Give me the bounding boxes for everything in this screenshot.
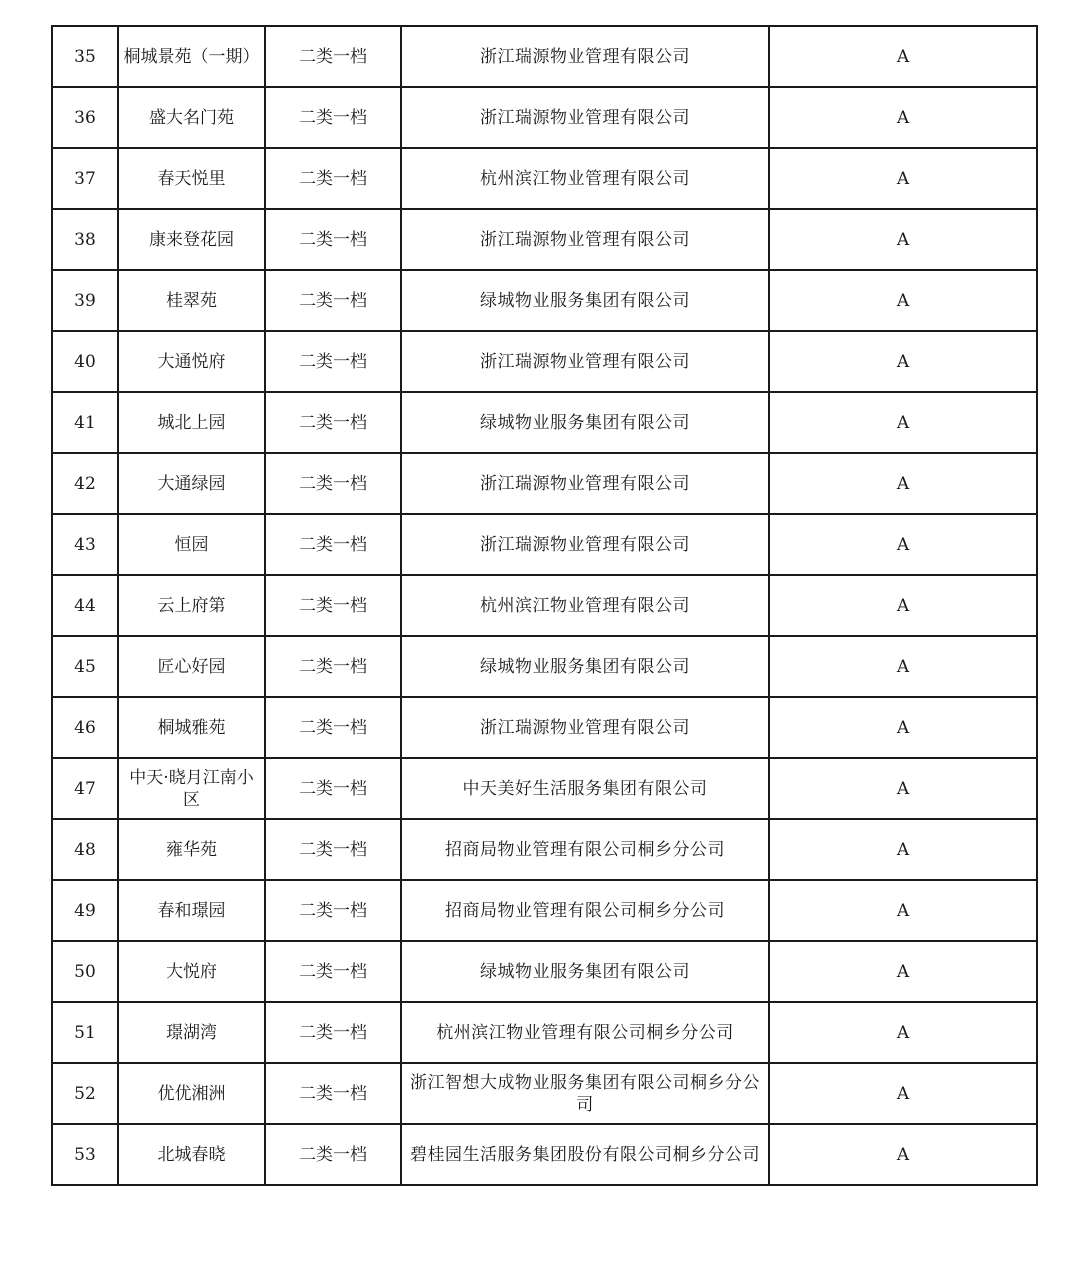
community-name-cell: 盛大名门苑 [118,87,265,148]
table-row [52,209,1037,270]
category-cell: 二类一档 [265,941,401,1002]
property-company-cell: 绿城物业服务集团有限公司 [401,941,769,1002]
category-cell: 二类一档 [265,453,401,514]
community-name-cell: 匠心好园 [118,636,265,697]
row-number-cell: 37 [52,148,118,209]
category-cell: 二类一档 [265,209,401,270]
grade-cell: A [769,209,1037,270]
property-company-cell: 浙江瑞源物业管理有限公司 [401,453,769,514]
table-row [52,148,1037,209]
community-name-cell: 城北上园 [118,392,265,453]
category-cell: 二类一档 [265,514,401,575]
table-row [52,1002,1037,1063]
row-number-cell: 48 [52,819,118,880]
property-company-cell: 绿城物业服务集团有限公司 [401,636,769,697]
grade-cell: A [769,453,1037,514]
row-number-cell: 52 [52,1063,118,1124]
community-name-cell: 优优湘洲 [118,1063,265,1124]
grade-cell: A [769,941,1037,1002]
community-name-cell: 春天悦里 [118,148,265,209]
table-row [52,819,1037,880]
table-row [52,636,1037,697]
grade-cell: A [769,1002,1037,1063]
row-number-cell: 42 [52,453,118,514]
row-number-cell: 36 [52,87,118,148]
property-company-cell: 浙江智想大成物业服务集团有限公司桐乡分公司 [401,1063,769,1124]
property-company-cell: 绿城物业服务集团有限公司 [401,270,769,331]
community-name-cell: 北城春晓 [118,1124,265,1185]
property-company-cell: 杭州滨江物业管理有限公司 [401,148,769,209]
property-company-cell: 绿城物业服务集团有限公司 [401,392,769,453]
grade-cell: A [769,1124,1037,1185]
category-cell: 二类一档 [265,880,401,941]
row-number-cell: 49 [52,880,118,941]
category-cell: 二类一档 [265,819,401,880]
community-name-cell: 雍华苑 [118,819,265,880]
table-row [52,87,1037,148]
category-cell: 二类一档 [265,575,401,636]
property-company-cell: 杭州滨江物业管理有限公司 [401,575,769,636]
property-company-cell: 浙江瑞源物业管理有限公司 [401,87,769,148]
category-cell: 二类一档 [265,392,401,453]
row-number-cell: 43 [52,514,118,575]
community-name-cell: 云上府第 [118,575,265,636]
table-row [52,575,1037,636]
community-name-cell: 春和璟园 [118,880,265,941]
property-company-cell: 招商局物业管理有限公司桐乡分公司 [401,880,769,941]
community-name-cell: 康来登花园 [118,209,265,270]
grade-cell: A [769,697,1037,758]
table-row [52,1063,1037,1124]
grade-cell: A [769,26,1037,87]
table-row [52,941,1037,1002]
row-number-cell: 44 [52,575,118,636]
row-number-cell: 53 [52,1124,118,1185]
table-row [52,270,1037,331]
grade-cell: A [769,514,1037,575]
property-company-cell: 浙江瑞源物业管理有限公司 [401,209,769,270]
row-number-cell: 38 [52,209,118,270]
row-number-cell: 47 [52,758,118,819]
category-cell: 二类一档 [265,87,401,148]
row-number-cell: 45 [52,636,118,697]
table-row [52,331,1037,392]
category-cell: 二类一档 [265,148,401,209]
property-rating-table [51,25,1038,1186]
table-row [52,1124,1037,1185]
community-name-cell: 大悦府 [118,941,265,1002]
row-number-cell: 39 [52,270,118,331]
property-company-cell: 浙江瑞源物业管理有限公司 [401,514,769,575]
community-name-cell: 大通绿园 [118,453,265,514]
category-cell: 二类一档 [265,331,401,392]
table-row [52,697,1037,758]
grade-cell: A [769,636,1037,697]
grade-cell: A [769,819,1037,880]
table-row [52,26,1037,87]
community-name-cell: 桐城雅苑 [118,697,265,758]
community-name-cell: 恒园 [118,514,265,575]
property-company-cell: 碧桂园生活服务集团股份有限公司桐乡分公司 [401,1124,769,1185]
grade-cell: A [769,331,1037,392]
grade-cell: A [769,87,1037,148]
grade-cell: A [769,392,1037,453]
row-number-cell: 40 [52,331,118,392]
grade-cell: A [769,575,1037,636]
category-cell: 二类一档 [265,270,401,331]
property-company-cell: 浙江瑞源物业管理有限公司 [401,26,769,87]
category-cell: 二类一档 [265,758,401,819]
table-row [52,514,1037,575]
community-name-cell: 大通悦府 [118,331,265,392]
table-row [52,880,1037,941]
community-name-cell: 中天·晓月江南小区 [118,758,265,819]
row-number-cell: 35 [52,26,118,87]
grade-cell: A [769,758,1037,819]
grade-cell: A [769,148,1037,209]
category-cell: 二类一档 [265,697,401,758]
row-number-cell: 51 [52,1002,118,1063]
grade-cell: A [769,270,1037,331]
community-name-cell: 桐城景苑（一期） [118,26,265,87]
category-cell: 二类一档 [265,1002,401,1063]
grade-cell: A [769,1063,1037,1124]
table-row [52,453,1037,514]
row-number-cell: 46 [52,697,118,758]
row-number-cell: 50 [52,941,118,1002]
category-cell: 二类一档 [265,26,401,87]
property-company-cell: 杭州滨江物业管理有限公司桐乡分公司 [401,1002,769,1063]
community-name-cell: 桂翠苑 [118,270,265,331]
grade-cell: A [769,880,1037,941]
property-company-cell: 浙江瑞源物业管理有限公司 [401,331,769,392]
category-cell: 二类一档 [265,636,401,697]
property-company-cell: 中天美好生活服务集团有限公司 [401,758,769,819]
row-number-cell: 41 [52,392,118,453]
table-row [52,392,1037,453]
table-body [52,26,1037,1185]
property-company-cell: 浙江瑞源物业管理有限公司 [401,697,769,758]
category-cell: 二类一档 [265,1124,401,1185]
community-name-cell: 璟湖湾 [118,1002,265,1063]
category-cell: 二类一档 [265,1063,401,1124]
property-company-cell: 招商局物业管理有限公司桐乡分公司 [401,819,769,880]
table-row [52,758,1037,819]
